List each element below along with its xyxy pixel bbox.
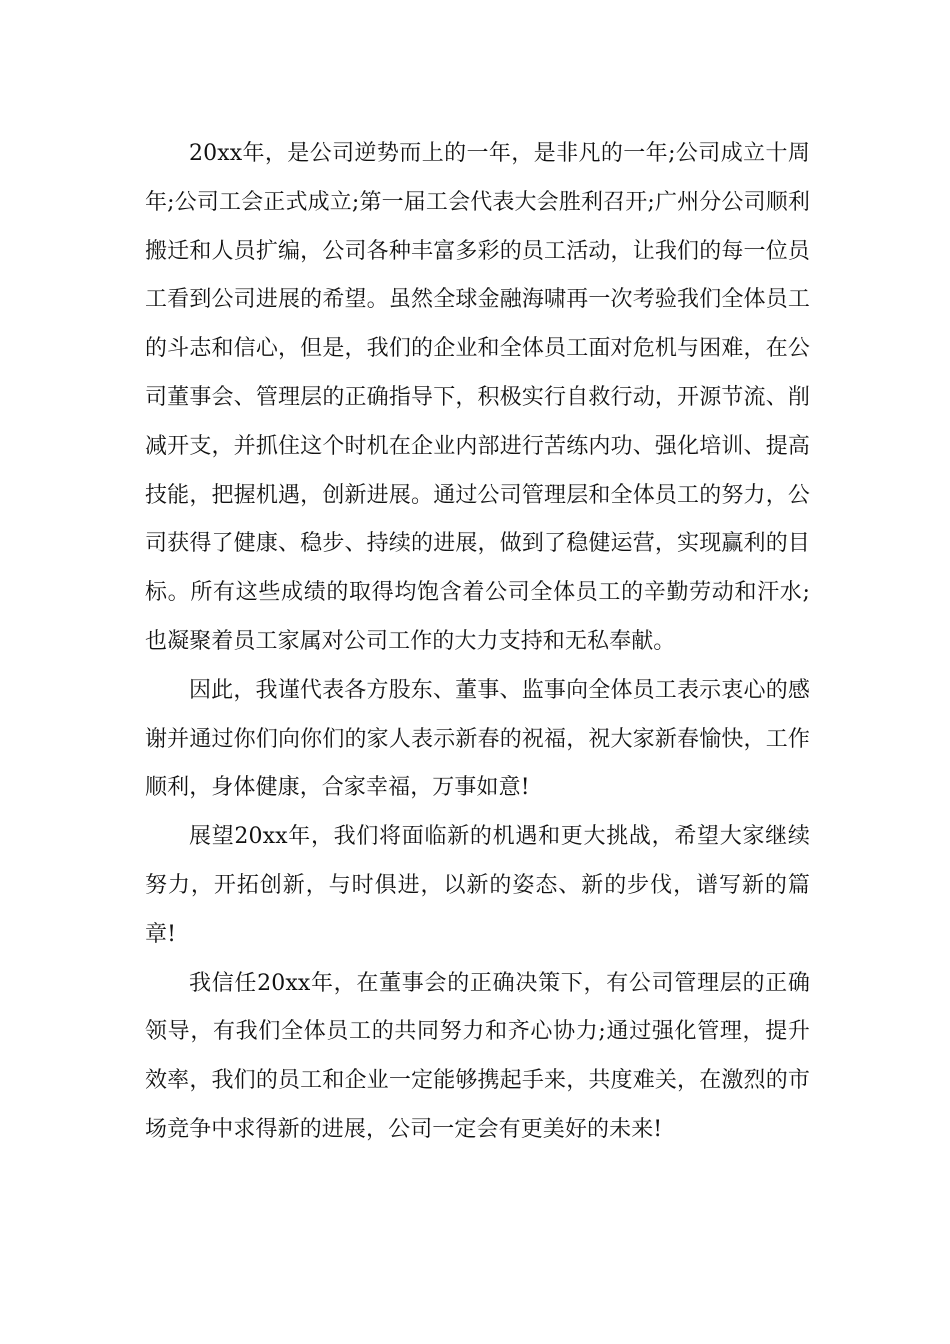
paragraph-3: 展望20xx年，我们将面临新的机遇和更大挑战，希望大家继续努力，开拓创新，与时俱进，以新的姿态、新的步伐，谱写新的篇章! [145, 824, 810, 947]
paragraph-1: 20xx年，是公司逆势而上的一年，是非凡的一年;公司成立十周年;公司工会正式成立;第一届工会代表大会胜利召开;广州分公司顺利搬迁和人员扩编，公司各种丰富多彩的员工活动，让我们的每一位员工看到公司进展的希望。虽然全球金融海啸再一次考验我们全体员工的斗志和信心，但是，我们的企业和全体员工面对危机与困难，在公司董事会、管理层的正确指导下，积极实行自救行动，开源节流、削减开支，并抓住这个时机在企业内部进行苦练内功、强化培训、提高技能，把握机遇，创新进展。通过公司管理层和全体员工的努力，公司获得了健康、稳步、持续的进展，做到了稳健运营，实现赢利的目标。所有这些成绩的取得均饱含着公司全体员工的辛勤劳动和汗水;也凝聚着员工家属对公司工作的大力支持和无私奉献。 [145, 141, 810, 654]
paragraph-2: 因此，我谨代表各方股东、董事、监事向全体员工表示衷心的感谢并通过你们向你们的家人表示新春的祝福，祝大家新春愉快，工作顺利，身体健康，合家幸福，万事如意! [145, 677, 810, 801]
paragraph-4: 我信任20xx年，在董事会的正确决策下，有公司管理层的正确领导，有我们全体员工的共同努力和齐心协力;通过强化管理，提升效率，我们的员工和企业一定能够携起手来，共度难关，在激烈的市场竞争中求得新的进展，公司一定会有更美好的未来! [145, 970, 810, 1142]
document-body [145, 130, 810, 1155]
